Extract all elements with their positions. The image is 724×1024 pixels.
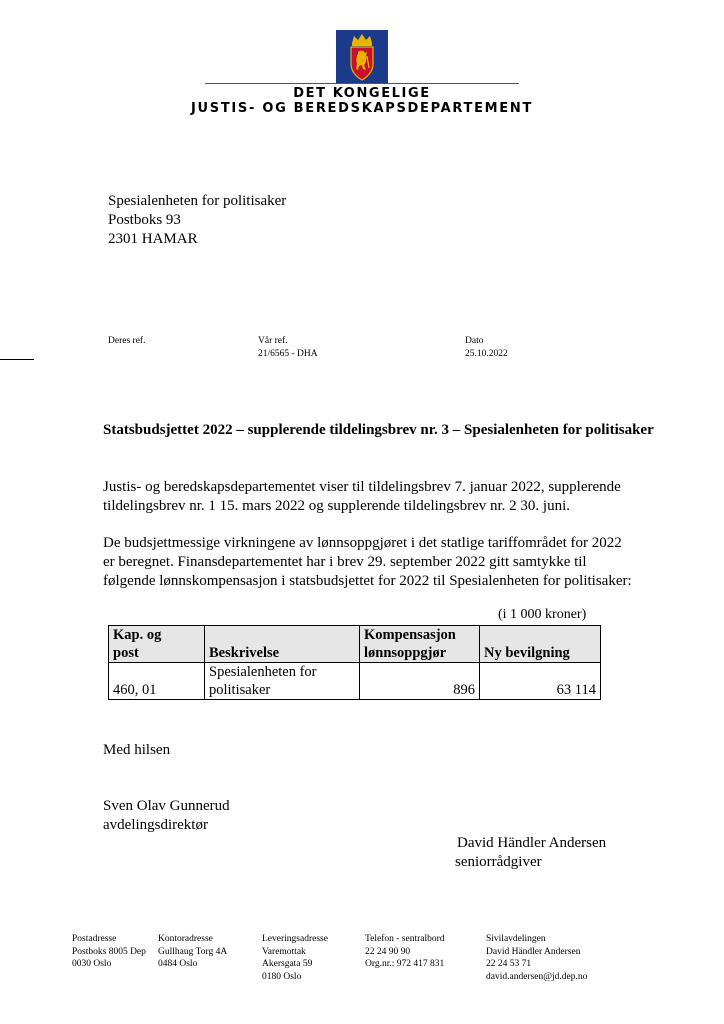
signer1-name: Sven Olav Gunnerud bbox=[103, 798, 230, 814]
header-kap-line2: post bbox=[113, 645, 139, 661]
header-komp-line2: lønnsoppgjør bbox=[364, 645, 447, 661]
header-kompensasjon bbox=[360, 626, 480, 663]
footer-line: David Händler Andersen bbox=[486, 946, 581, 957]
footer-line: Postboks 8005 Dep bbox=[72, 946, 146, 957]
cell-kompensasjon: 896 bbox=[360, 663, 480, 700]
recipient-line: Spesialenheten for politisaker bbox=[108, 193, 287, 209]
fold-mark bbox=[0, 359, 34, 360]
cell-beskrivelse bbox=[205, 663, 360, 700]
ministry-name-line1: DET KONGELIGE bbox=[293, 86, 431, 101]
header-komp-line1: Kompensasjon bbox=[364, 627, 456, 643]
letter-subject: Statsbudsjettet 2022 – supplerende tildelingsbrev nr. 3 – Spesialenheten for politisaker bbox=[103, 422, 654, 438]
paragraph-line: er beregnet. Finansdepartementet har i brev 29. september 2022 gitt samtykke til bbox=[103, 554, 587, 570]
footer-line: 22 24 90 90 bbox=[365, 946, 411, 957]
recipient-address bbox=[108, 192, 286, 249]
header-kap-line1: Kap. og bbox=[113, 627, 162, 643]
recipient-line: 2301 HAMAR bbox=[108, 231, 198, 247]
compensation-table bbox=[108, 625, 601, 700]
footer-line: Sivilavdelingen bbox=[486, 934, 546, 944]
footer-office-address bbox=[158, 933, 227, 971]
recipient-line: Postboks 93 bbox=[108, 212, 181, 228]
date-label: Dato bbox=[465, 336, 484, 346]
date-value: 25.10.2022 bbox=[465, 349, 508, 359]
table-unit-note: (i 1 000 kroner) bbox=[498, 607, 587, 622]
footer-line: Telefon - sentralbord bbox=[365, 934, 445, 944]
footer-line: Gullhaug Torg 4A bbox=[158, 946, 228, 957]
cell-ny-bevilgning: 63 114 bbox=[480, 663, 601, 700]
paragraph-2 bbox=[103, 534, 673, 591]
header-ny-bevilgning: Ny bevilgning bbox=[480, 626, 601, 663]
footer-postal-address bbox=[72, 933, 146, 971]
table-header-row bbox=[109, 626, 601, 663]
cell-beskr-line1: Spesialenheten for bbox=[209, 664, 317, 680]
footer-line: Akersgata 59 bbox=[262, 959, 313, 969]
paragraph-line: De budsjettmessige virkningene av lønnsoppgjøret i det statlige tariffområdet for 2022 bbox=[103, 535, 622, 551]
footer-line: Varemottak bbox=[262, 946, 306, 957]
footer-email-link[interactable]: david.andersen@jd.dep.no bbox=[486, 971, 588, 982]
deres-ref-label: Deres ref. bbox=[108, 336, 146, 346]
ministry-name-line2: JUSTIS- OG BEREDSKAPSDEPARTEMENT bbox=[190, 101, 534, 116]
footer-delivery-address bbox=[262, 933, 328, 983]
footer-department-contact bbox=[486, 933, 587, 983]
greeting: Med hilsen bbox=[103, 742, 171, 758]
header-kap-post bbox=[109, 626, 205, 663]
var-ref-label: Vår ref. bbox=[258, 336, 288, 346]
table-row bbox=[109, 663, 601, 700]
signer2-block bbox=[455, 834, 606, 872]
footer-line: Postadresse bbox=[72, 934, 117, 944]
signer2-name: David Händler Andersen bbox=[457, 835, 607, 851]
footer-line: 22 24 53 71 bbox=[486, 959, 532, 969]
signer2-title: seniorrådgiver bbox=[455, 854, 542, 870]
footer-line: 0180 Oslo bbox=[262, 971, 302, 982]
footer-line: Kontoradresse bbox=[158, 934, 213, 944]
cell-beskr-line2: politisaker bbox=[209, 682, 271, 698]
var-ref-value: 21/6565 - DHA bbox=[258, 349, 318, 359]
cell-kap-post: 460, 01 bbox=[109, 663, 205, 700]
logo-divider bbox=[205, 83, 519, 84]
header-beskrivelse: Beskrivelse bbox=[205, 626, 360, 663]
signer1-title: avdelingsdirektør bbox=[103, 817, 208, 833]
footer-line: 0484 Oslo bbox=[158, 959, 198, 969]
signer1-block bbox=[103, 797, 230, 835]
footer-line: Org.nr.: 972 417 831 bbox=[365, 959, 445, 969]
paragraph-line: Justis- og beredskapsdepartementet viser til tildelingsbrev 7. januar 2022, supplerende bbox=[103, 479, 621, 495]
paragraph-1 bbox=[103, 478, 673, 516]
norwegian-coat-of-arms-icon bbox=[336, 30, 388, 84]
paragraph-line: følgende lønnskompensasjon i statsbudsjettet for 2022 til Spesialenheten for politisaker: bbox=[103, 573, 632, 589]
footer-phone bbox=[365, 933, 445, 971]
footer-line: 0030 Oslo bbox=[72, 959, 112, 969]
footer-line: Leveringsadresse bbox=[262, 934, 328, 944]
paragraph-line: tildelingsbrev nr. 1 15. mars 2022 og supplerende tildelingsbrev nr. 2 30. juni. bbox=[103, 498, 571, 514]
